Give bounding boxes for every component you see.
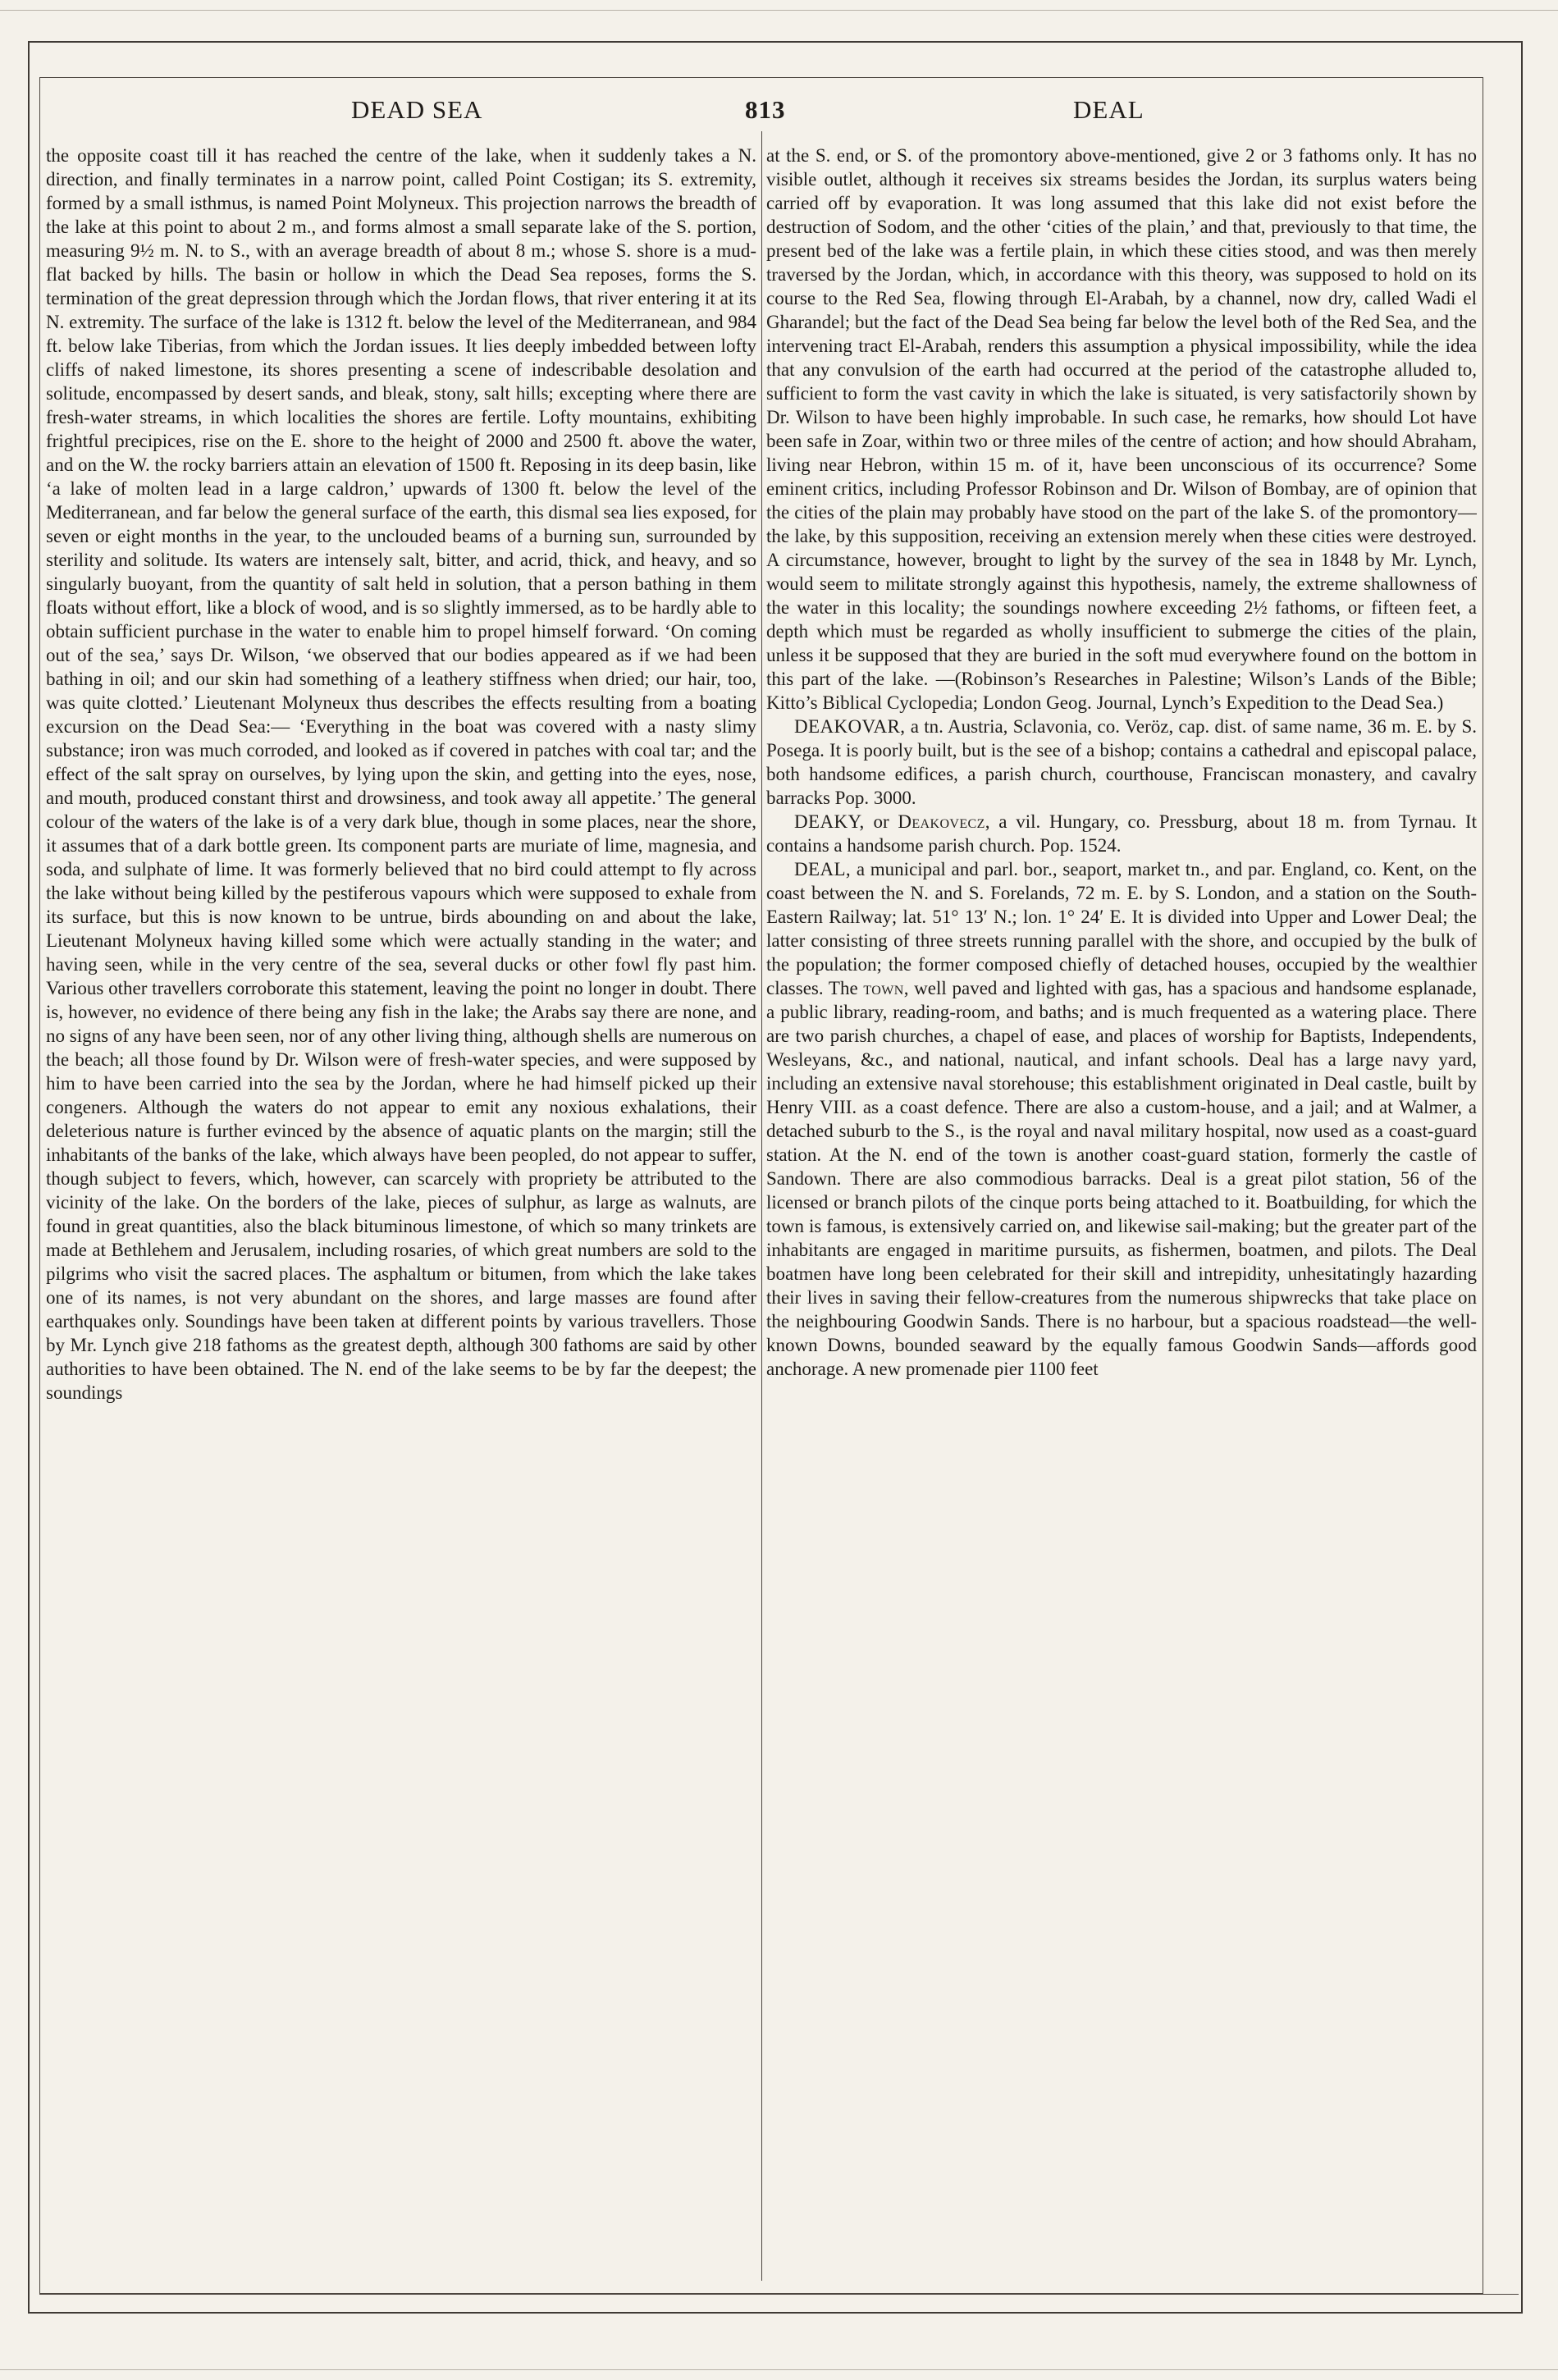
deal-entry (766, 857, 1477, 1381)
deaky-entry (766, 810, 1477, 857)
deakovar-heading: DEAKOVAR, (794, 716, 906, 737)
left-column (46, 144, 756, 2268)
bottom-rule (39, 2294, 1519, 2295)
deal-heading: DEAL, (794, 859, 852, 879)
dead-sea-continuation-paragraph: the opposite coast till it has reached the centre of the lake, when it suddenly takes a N. direction, and finally terminates in a narrow point, called Point Costigan; its S. extremity, formed by a small isthmus, is named Point Molyneux. This projection narrows the breadth of the lake at this point to about 2 m., and forms almost a small separate lake of the S. portion, measuring 9½ m. N. to S., with an average breadth of about 8 m.; whose S. shore is a mud-flat backed by hills. The basin or hollow in which the Dead Sea reposes, forms the S. termination of the great depression through which the Jordan flows, that river entering it at its N. extremity. The surface of the lake is 1312 ft. below the level of the Mediterranean, and 984 ft. below lake Tiberias, from which the Jordan issues. It lies deeply imbedded between lofty cliffs of naked limestone, its shores presenting a scene of indescribable desolation and solitude, encompassed by desert sands, and bleak, stony, salt hills; excepting where there are fresh-water streams, in which localities the shores are fertile. Lofty mountains, exhibiting frightful precipices, rise on the E. shore to the height of 2000 and 2500 ft. above the water, and on the W. the rocky barriers attain an elevation of 1500 ft. Reposing in its deep basin, like ‘a lake of molten lead in a large caldron,’ upwards of 1300 ft. below the level of the Mediterranean, and far below the general surface of the earth, this dismal sea lies exposed, for seven or eight months in the year, to the unclouded beams of a burning sun, surrounded by sterility and solitude. Its waters are intensely salt, bitter, and acrid, thick, and heavy, and so singularly buoyant, from the quantity of salt held in solution, that a person bathing in them floats without effort, like a block of wood, and is so slightly immersed, as to be hardly able to obtain sufficient purchase in the water to enable him to propel himself forward. ‘On coming out of the sea,’ says Dr. Wilson, ‘we observed that our bodies appeared as if we had been bathing in oil; and our skin had something of a leathery stiffness when dried; our hair, too, was quite clotted.’ Lieutenant Molyneux thus describes the effects resulting from a boating excursion on the Dead Sea:— ‘Everything in the boat was covered with a nasty slimy substance; iron was much corroded, and looked as if covered in patches with coal tar; and the effect of the salt spray on ourselves, by lying upon the skin, and getting into the eyes, nose, and mouth, produced constant thirst and drowsiness, and took away all appetite.’ The general colour of the waters of the lake is of a very dark blue, though in some places, near the shore, it assumes that of a dark bottle green. Its component parts are muriate of lime, magnesia, and soda, and sulphate of lime. It was formerly believed that no bird could attempt to fly across the lake without being killed by the pestiferous vapours which were supposed to exhale from its surface, but this is now known to be untrue, birds abounding on and about the lake, Lieutenant Molyneux having killed some which were actually standing in the water; and having seen, while in the very centre of the sea, several ducks or other fowl fly past him. Various other travellers corroborate this statement, leaving the point no longer in doubt. There is, however, no evidence of there being any fish in the lake; the Arabs say there are none, and no signs of any have been seen, nor of any other living thing, although shells are numerous on the beach; all those found by Dr. Wilson were of fresh-water species, and were supposed by him to have been carried into the sea by the Jordan, where he had himself picked up their congeners. Although the waters do not appear to emit any noxious exhalations, their deleterious nature is further evinced by the absence of aquatic plants on the margin; still the inhabitants of the banks of the lake, which always have been peopled, do not appear to suffer, though subject to fevers, which, however, can scarcely with propriety be attributed to the vicinity of the lake. On the borders of the lake, pieces of sulphur, as large as walnuts, are found in great quantities, also the black bituminous limestone, of which so many trinkets are made at Bethlehem and Jerusalem, including rosaries, of which great numbers are sold to the pilgrims who visit the sacred places. The asphaltum or bitumen, from which the lake takes one of its names, is not very abundant on the shores, and large masses are found after earthquakes only. Soundings have been taken at different points by various travellers. Those by Mr. Lynch give 218 fathoms as the greatest depth, although 300 fathoms are said by other authorities to have been obtained. The N. end of the lake seems to be by far the deepest; the soundings (46, 145, 756, 1403)
header-left-title: DEAD SEA (351, 95, 483, 124)
deaky-heading: DEAKY, (794, 811, 865, 832)
header-right-title: DEAL (1073, 95, 1145, 124)
text-columns (46, 144, 1477, 2268)
deal-text-rest: , well paved and lighted with gas, has a spacious and handsome esplanade, a public library, reading-room, and baths; and is much frequented as a watering place. There are two parish churches, a chapel of ease, and places of worship for Baptists, Independents, Wesleyans, &c., and national, nautical, and infant schools. Deal has a large navy yard, including an extensive naval storehouse; this establishment originated in Deal castle, built by Henry VIII. as a coast defence. There are also a custom-house, and a jail; and at Walmer, a detached suburb to the S., is the royal and naval military hospital, now used as a coast-guard station. At the N. end of the town is another coast-guard station, formerly the castle of Sandown. There are also commodious barracks. Deal is a great pilot station, 56 of the licensed or branch pilots of the cinque ports being attached to it. Boatbuilding, for which the town is famous, is extensively carried on, and likewise sail-making; but the greater part of the inhabitants are engaged in maritime pursuits, as fishermen, boatmen, and pilots. The Deal boatmen have long been celebrated for their skill and intrepidity, unhesitatingly hazarding their lives in saving their fellow-creatures from the numerous shipwrecks that take place on the neighbouring Goodwin Sands. There is no harbour, but a spacious roadstead—the well-known Downs, bounded seaward by the equally famous Goodwin Sands—affords good anchorage. A new promenade pier 1100 feet (766, 978, 1477, 1379)
deal-town-label: town (863, 978, 904, 998)
right-column (766, 144, 1477, 2268)
page-number: 813 (745, 95, 786, 124)
deal-text-start: a municipal and parl. bor., seaport, market tn., and par. England, co. Kent, on the coast between the N. and S. Forelands, 72 m. E. by S. London, and a station on the South-Eastern Railway; lat. 51° 13′ N.; lon. 1° 24′ E. It is divided into Upper and Lower Deal; the latter consisting of three streets running parallel with the shore, and occupied by the bulk of the population; the former composed chiefly of detached houses, occupied by the wealthier classes. The (766, 859, 1477, 998)
dead-sea-closing-paragraph: at the S. end, or S. of the promontory above-mentioned, give 2 or 3 fathoms only. It has no visible outlet, although it receives six streams besides the Jordan, its surplus waters being carried off by evaporation. It was long assumed that this lake did not exist before the destruction of Sodom, and the other ‘cities of the plain,’ and that, previously to that time, the present bed of the lake was a fertile plain, in which these cities stood, and was then merely traversed by the Jordan, which, in accordance with this theory, was supposed to hold on its course to the Red Sea, flowing through El-Arabah, by a channel, now dry, called Wadi el Gharandel; but the fact of the Dead Sea being far below the level both of the Red Sea, and the intervening tract El-Arabah, renders this assumption a physical impossibility, while the idea that any convulsion of the earth had occurred at the period of the catastrophe alluded to, sufficient to form the vast cavity in which the lake is situated, is very satisfactorily shown by Dr. Wilson to have been highly improbable. In such case, he remarks, how should Lot have been safe in Zoar, within two or three miles of the centre of action; and how should Abraham, living near Hebron, within 15 m. of it, have been unconscious of its occurrence? Some eminent critics, including Professor Robinson and Dr. Wilson of Bombay, are of opinion that the cities of the plain may probably have stood on the part of the lake S. of the promontory—the lake, by this supposition, receiving an extension merely when these cities were destroyed. A circumstance, however, brought to light by the survey of the sea in 1848 by Mr. Lynch, would seem to militate strongly against this hypothesis, namely, the extreme shallowness of the water in this locality; the soundings nowhere exceeding 2½ fathoms, or fifteen feet, a depth which must be regarded as wholly insufficient to submerge the cities of the plain, unless it be supposed that they are buried in the soft mud everywhere found on the bottom in this part of the lake. —(Robinson’s Researches in Palestine; Wilson’s Lands of the Bible; Kitto’s Biblical Cyclopedia; London Geog. Journal, Lynch’s Expedition to the Dead Sea.) (766, 145, 1477, 713)
deaky-alternate-name: Deakovecz (898, 811, 985, 832)
deaky-text: , a vil. Hungary, co. Pressburg, about 18 m. from Tyrnau. It contains a handsome parish church. Pop. 1524. (766, 811, 1477, 856)
deakovar-text: a tn. Austria, Sclavonia, co. Veröz, cap. dist. of same name, 36 m. E. by S. Posega. It is poorly built, but is the see of a bishop; contains a cathedral and episcopal palace, both handsome edifices, a parish church, courthouse, Franciscan monastery, and cavalry barracks Pop. 3000. (766, 716, 1477, 808)
scan-top-edge (0, 10, 1558, 11)
scan-bottom-edge (0, 2369, 1558, 2370)
deaky-connector: or (864, 811, 898, 832)
deakovar-entry (766, 715, 1477, 810)
